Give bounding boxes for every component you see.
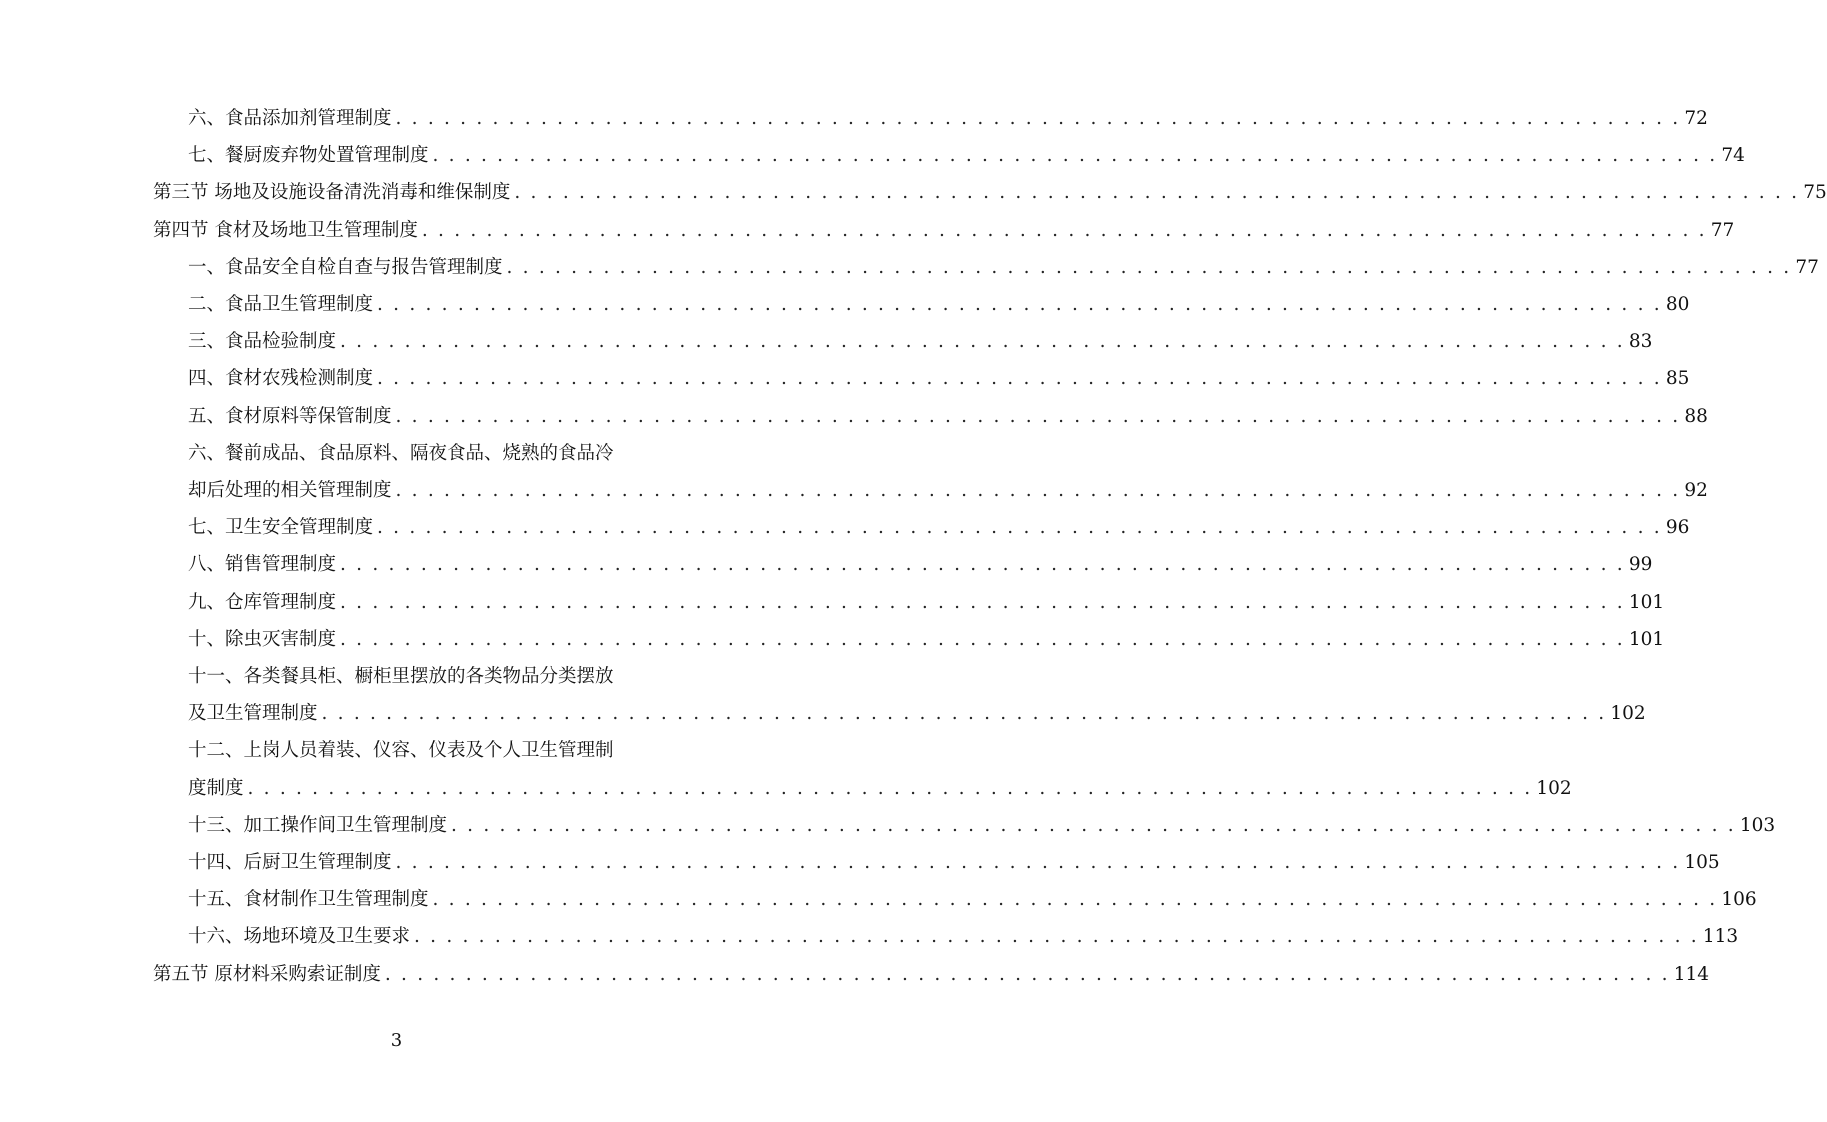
toc-item-entry[interactable] <box>188 808 1776 845</box>
toc-item-entry[interactable] <box>188 882 1757 919</box>
toc-item-entry[interactable] <box>188 919 1739 956</box>
toc-entry-title: 及卫生管理制度 <box>188 703 318 725</box>
toc-dot-leader: . . . . . . . . . . . . . . . . . . . . . . . . . . . . . . . . . . . . . . . . . . . . . . . . . . . . . . . . . . . . . . . . . . . . . . . . . . . . . . . . <box>395 405 1681 427</box>
toc-entry-page-number: 102 <box>1536 777 1572 799</box>
toc-item-entry[interactable] <box>188 361 1690 398</box>
toc-entry-title: 四、食材农残检测制度 <box>188 368 374 390</box>
toc-entry-page-number: 74 <box>1721 145 1745 167</box>
toc-entry-page-number: 102 <box>1610 703 1646 725</box>
toc-entry-title: 十五、食材制作卫生管理制度 <box>188 889 429 911</box>
toc-entry-first-line[interactable] <box>188 436 614 473</box>
toc-entry-page-number: 85 <box>1665 368 1690 390</box>
toc-entry-title: 十四、后厨卫生管理制度 <box>188 852 392 873</box>
toc-dot-leader: . . . . . . . . . . . . . . . . . . . . . . . . . . . . . . . . . . . . . . . . . . . . . . . . . . . . . . . . . . . . . . . . . . . . . . . . . . . . . . . . <box>514 182 1800 204</box>
toc-entry-page-number: 88 <box>1684 405 1708 427</box>
toc-dot-leader: . . . . . . . . . . . . . . . . . . . . . . . . . . . . . . . . . . . . . . . . . . . . . . . . . . . . . . . . . . . . . . . . . . . . . . . . . . . . . . . . <box>432 145 1718 167</box>
toc-entry-title: 七、卫生安全管理制度 <box>188 517 374 539</box>
toc-entry-title: 三、食品检验制度 <box>188 331 337 353</box>
toc-dot-leader: . . . . . . . . . . . . . . . . . . . . . . . . . . . . . . . . . . . . . . . . . . . . . . . . . . . . . . . . . . . . . . . . . . . . . . . . . . . . . . . . <box>340 331 1625 353</box>
toc-dot-leader: . . . . . . . . . . . . . . . . . . . . . . . . . . . . . . . . . . . . . . . . . . . . . . . . . . . . . . . . . . . . . . . . . . . . . . . . . . . . . . . . <box>414 926 1699 948</box>
toc-dot-leader: . . . . . . . . . . . . . . . . . . . . . . . . . . . . . . . . . . . . . . . . . . . . . . . . . . . . . . . . . . . . . . . . . . . . . . . . . . . . . . . . <box>340 554 1625 576</box>
toc-entry-title: 一、食品安全自检自查与报告管理制度 <box>188 256 503 278</box>
toc-item-entry[interactable] <box>188 845 1720 882</box>
toc-dot-leader: . . . . . . . . . . . . . . . . . . . . . . . . . . . . . . . . . . . . . . . . . . . . . . . . . . . . . . . . . . . . . . . . . . . . . . . . . . . . . . . . <box>506 256 1792 278</box>
toc-entry-page-number: 75 <box>1803 182 1827 204</box>
toc-entry-title: 九、仓库管理制度 <box>188 591 337 613</box>
toc-entry-page-number: 72 <box>1684 108 1708 129</box>
toc-entry-title: 第五节 原材料采购索证制度 <box>153 963 381 985</box>
toc-entry-page-number: 101 <box>1628 628 1665 650</box>
toc-entry-page-number: 80 <box>1665 294 1690 315</box>
toc-dot-leader: . . . . . . . . . . . . . . . . . . . . . . . . . . . . . . . . . . . . . . . . . . . . . . . . . . . . . . . . . . . . . . . . . . . . . . . . . . . . . . . . <box>451 814 1736 836</box>
toc-section-entry[interactable] <box>153 175 1827 212</box>
toc-entry-title: 八、销售管理制度 <box>188 554 337 576</box>
toc-entry-page-number: 96 <box>1665 517 1690 539</box>
toc-item-entry[interactable] <box>188 399 1708 436</box>
toc-entry-title: 五、食材原料等保管制度 <box>188 405 392 427</box>
page-number: 3 <box>390 1030 403 1051</box>
toc-item-entry[interactable] <box>188 250 1819 287</box>
toc-entry-page-number: 92 <box>1684 480 1708 501</box>
toc-entry-page-number: 113 <box>1702 926 1739 948</box>
toc-section-entry[interactable] <box>153 957 1710 994</box>
toc-entry-title: 十六、场地环境及卫生要求 <box>188 926 411 948</box>
toc-item-entry[interactable] <box>188 696 1646 733</box>
toc-entry-first-line-text: 十二、上岗人员着装、仪容、仪表及个人卫生管理制 <box>188 740 614 762</box>
toc-dot-leader: . . . . . . . . . . . . . . . . . . . . . . . . . . . . . . . . . . . . . . . . . . . . . . . . . . . . . . . . . . . . . . . . . . . . . . . . . . . . . . . . <box>395 480 1681 501</box>
toc-entry-page-number: 77 <box>1710 219 1735 241</box>
toc-item-entry[interactable] <box>188 101 1708 138</box>
toc-entry-title: 二、食品卫生管理制度 <box>188 294 374 315</box>
toc-item-entry[interactable] <box>188 585 1665 622</box>
toc-entry-page-number: 101 <box>1628 591 1665 613</box>
toc-dot-leader: . . . . . . . . . . . . . . . . . . . . . . . . . . . . . . . . . . . . . . . . . . . . . . . . . . . . . . . . . . . . . . . . . . . . . . . . . . . . . . . . <box>384 963 1670 985</box>
toc-item-entry[interactable] <box>188 510 1690 547</box>
toc-dot-leader: . . . . . . . . . . . . . . . . . . . . . . . . . . . . . . . . . . . . . . . . . . . . . . . . . . . . . . . . . . . . . . . . . . . . . . . . . . . . . . . . <box>395 108 1681 129</box>
toc-entry-page-number: 103 <box>1739 814 1776 836</box>
toc-entry-title: 却后处理的相关管理制度 <box>188 480 392 501</box>
toc-item-entry[interactable] <box>188 324 1653 361</box>
toc-entry-first-line-text: 十一、各类餐具柜、橱柜里摆放的各类物品分类摆放 <box>188 666 614 687</box>
toc-entry-first-line[interactable] <box>188 733 614 770</box>
toc-item-entry[interactable] <box>188 287 1690 324</box>
toc-item-entry[interactable] <box>188 138 1745 175</box>
toc-item-entry[interactable] <box>188 771 1572 808</box>
toc-entry-page-number: 99 <box>1628 554 1653 576</box>
toc-dot-leader: . . . . . . . . . . . . . . . . . . . . . . . . . . . . . . . . . . . . . . . . . . . . . . . . . . . . . . . . . . . . . . . . . . . . . . . . . . . . . . . . <box>340 628 1625 650</box>
toc-entry-title: 六、食品添加剂管理制度 <box>188 108 392 129</box>
toc-entry-page-number: 106 <box>1721 889 1757 911</box>
toc-entry-first-line[interactable] <box>188 659 614 696</box>
toc-item-entry[interactable] <box>188 547 1653 584</box>
toc-entry-page-number: 105 <box>1684 852 1720 873</box>
toc-entry-title: 第三节 场地及设施设备清洗消毒和维保制度 <box>153 182 511 204</box>
toc-entry-page-number: 83 <box>1628 331 1653 353</box>
toc-dot-leader: . . . . . . . . . . . . . . . . . . . . . . . . . . . . . . . . . . . . . . . . . . . . . . . . . . . . . . . . . . . . . . . . . . . . . . . . . . . . . . . . <box>421 219 1707 241</box>
toc-dot-leader: . . . . . . . . . . . . . . . . . . . . . . . . . . . . . . . . . . . . . . . . . . . . . . . . . . . . . . . . . . . . . . . . . . . . . . . . . . . . . . . . <box>340 591 1625 613</box>
toc-entry-first-line-text: 六、餐前成品、食品原料、隔夜食品、烧熟的食品冷 <box>188 442 614 464</box>
toc-dot-leader: . . . . . . . . . . . . . . . . . . . . . . . . . . . . . . . . . . . . . . . . . . . . . . . . . . . . . . . . . . . . . . . . . . . . . . . . . . . . . . . . <box>247 777 1533 799</box>
toc-entry-page-number: 77 <box>1795 256 1819 278</box>
toc-dot-leader: . . . . . . . . . . . . . . . . . . . . . . . . . . . . . . . . . . . . . . . . . . . . . . . . . . . . . . . . . . . . . . . . . . . . . . . . . . . . . . . . <box>395 852 1681 873</box>
toc-dot-leader: . . . . . . . . . . . . . . . . . . . . . . . . . . . . . . . . . . . . . . . . . . . . . . . . . . . . . . . . . . . . . . . . . . . . . . . . . . . . . . . . <box>377 517 1662 539</box>
toc-entry-title: 度制度 <box>188 777 244 799</box>
toc-dot-leader: . . . . . . . . . . . . . . . . . . . . . . . . . . . . . . . . . . . . . . . . . . . . . . . . . . . . . . . . . . . . . . . . . . . . . . . . . . . . . . . . <box>321 703 1607 725</box>
toc-dot-leader: . . . . . . . . . . . . . . . . . . . . . . . . . . . . . . . . . . . . . . . . . . . . . . . . . . . . . . . . . . . . . . . . . . . . . . . . . . . . . . . . <box>377 368 1662 390</box>
toc-dot-leader: . . . . . . . . . . . . . . . . . . . . . . . . . . . . . . . . . . . . . . . . . . . . . . . . . . . . . . . . . . . . . . . . . . . . . . . . . . . . . . . . <box>432 889 1718 911</box>
toc-entry-title: 十、除虫灭害制度 <box>188 628 337 650</box>
toc-entry-title: 第四节 食材及场地卫生管理制度 <box>153 219 418 241</box>
toc-item-entry[interactable] <box>188 473 1708 510</box>
toc-dot-leader: . . . . . . . . . . . . . . . . . . . . . . . . . . . . . . . . . . . . . . . . . . . . . . . . . . . . . . . . . . . . . . . . . . . . . . . . . . . . . . . . <box>377 294 1662 315</box>
toc-entry-title: 七、餐厨废弃物处置管理制度 <box>188 145 429 167</box>
toc-section-entry[interactable] <box>153 213 1735 250</box>
toc-entry-page-number: 114 <box>1673 963 1710 985</box>
toc-entry-title: 十三、加工操作间卫生管理制度 <box>188 814 448 836</box>
toc-item-entry[interactable] <box>188 622 1665 659</box>
